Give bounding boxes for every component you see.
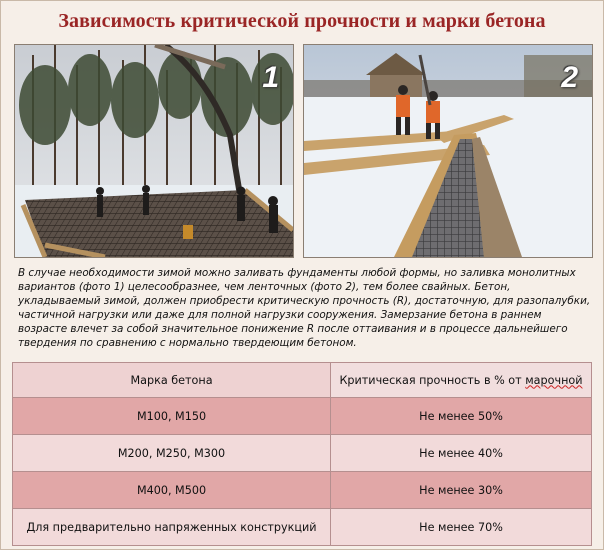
photo-1-number: 1 [262, 61, 279, 94]
table-row [13, 398, 592, 435]
photo-1 [14, 44, 294, 258]
header-critical-strength-tail: марочной [525, 373, 583, 387]
table-row [13, 509, 592, 546]
description-text: В случае необходимости зимой можно заливать фундаменты любой формы, но заливка монолитных вариантов (фото 1) целесообразнее, чем ленточных (фото 2), тем более свайных. Бетон, укладываемый зимой, должен приобрести критическую прочность (R), достаточную, для разопалубки, частичной нагрузки или даже для полной нагрузки сооружения. Замерзание бетона в раннем возрасте влечет за собой значительное понижение R после оттаивания и в процессе дальнейшего твердения по сравнению с нормально твердеющим бетоном. [18, 267, 591, 350]
grade-cell: Для предварительно напряженных конструкций [13, 509, 331, 546]
winter-slab-pouring-photo [15, 45, 293, 257]
winter-strip-foundation-photo [304, 45, 592, 257]
table-row [13, 472, 592, 509]
concrete-strength-table [12, 362, 592, 546]
header-critical-strength [331, 363, 592, 398]
strength-cell: Не менее 40% [331, 435, 592, 472]
grade-cell: М400, М500 [13, 472, 331, 509]
grade-cell: М100, М150 [13, 398, 331, 435]
photo-2 [303, 44, 593, 258]
photo-2-number: 2 [561, 61, 578, 94]
strength-cell: Не менее 30% [331, 472, 592, 509]
page-title: Зависимость критической прочности и марки бетона [58, 10, 546, 32]
strength-cell: Не менее 70% [331, 509, 592, 546]
table-row [13, 435, 592, 472]
header-critical-strength-text: Критическая прочность в % от [339, 373, 526, 387]
header-grade: Марка бетона [13, 363, 331, 398]
strength-cell: Не менее 50% [331, 398, 592, 435]
table-header-row [13, 363, 592, 398]
grade-cell: М200, М250, М300 [13, 435, 331, 472]
